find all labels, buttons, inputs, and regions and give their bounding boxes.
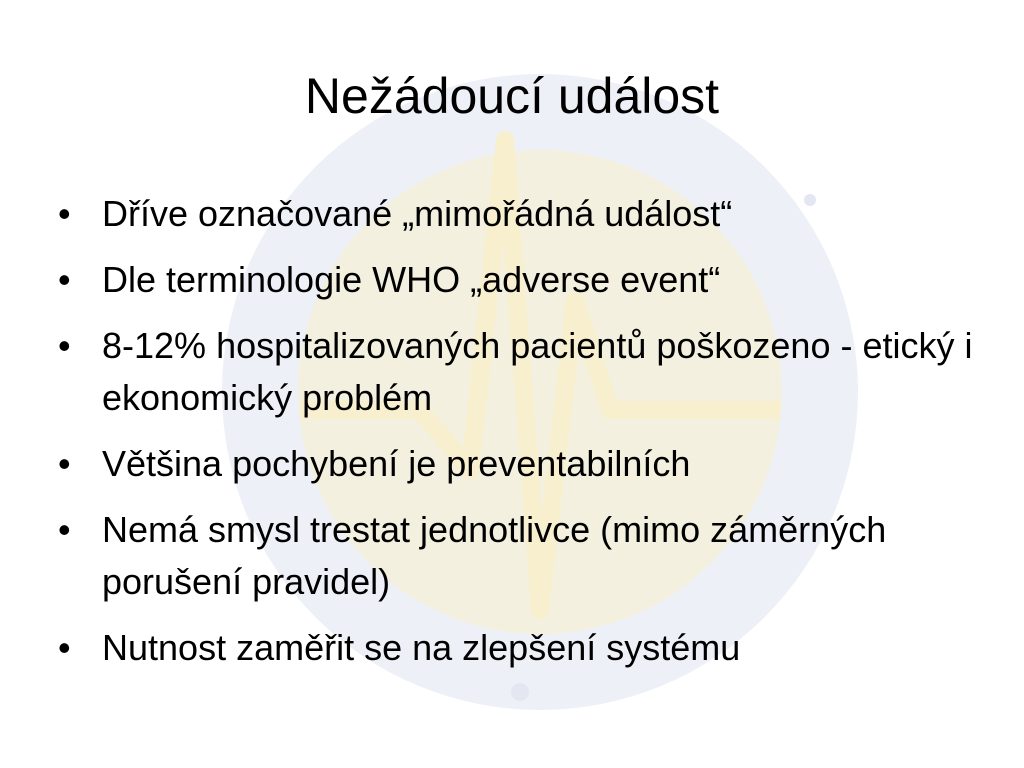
bullet-text: Dle terminologie WHO „adverse event“ <box>102 259 721 300</box>
bullet-icon: • <box>58 443 71 484</box>
bullet-icon: • <box>58 325 71 366</box>
bullet-icon: • <box>58 627 71 668</box>
slide-title: Nežádoucí událost <box>304 68 720 124</box>
bullet-item <box>56 504 986 608</box>
bullet-icon: • <box>58 193 71 234</box>
bullet-item <box>56 438 986 490</box>
bullet-text: Nemá smysl trestat jednotlivce (mimo záměrných porušení pravidel) <box>102 509 887 602</box>
bullet-text: Většina pochybení je preventabilních <box>102 443 691 484</box>
bullet-icon: • <box>58 509 71 550</box>
bullet-item <box>56 254 986 306</box>
bullet-item <box>56 320 986 424</box>
bullet-text: Dříve označované „mimořádná událost“ <box>102 193 733 234</box>
bullet-text: Nutnost zaměřit se na zlepšení systému <box>102 627 741 668</box>
bullet-icon: • <box>58 259 71 300</box>
bullet-item <box>56 188 986 240</box>
bullet-item <box>56 622 986 674</box>
bullet-text: 8-12% hospitalizovaných pacientů poškozeno - etický i ekonomický problém <box>102 325 973 418</box>
bullet-list <box>56 188 986 688</box>
